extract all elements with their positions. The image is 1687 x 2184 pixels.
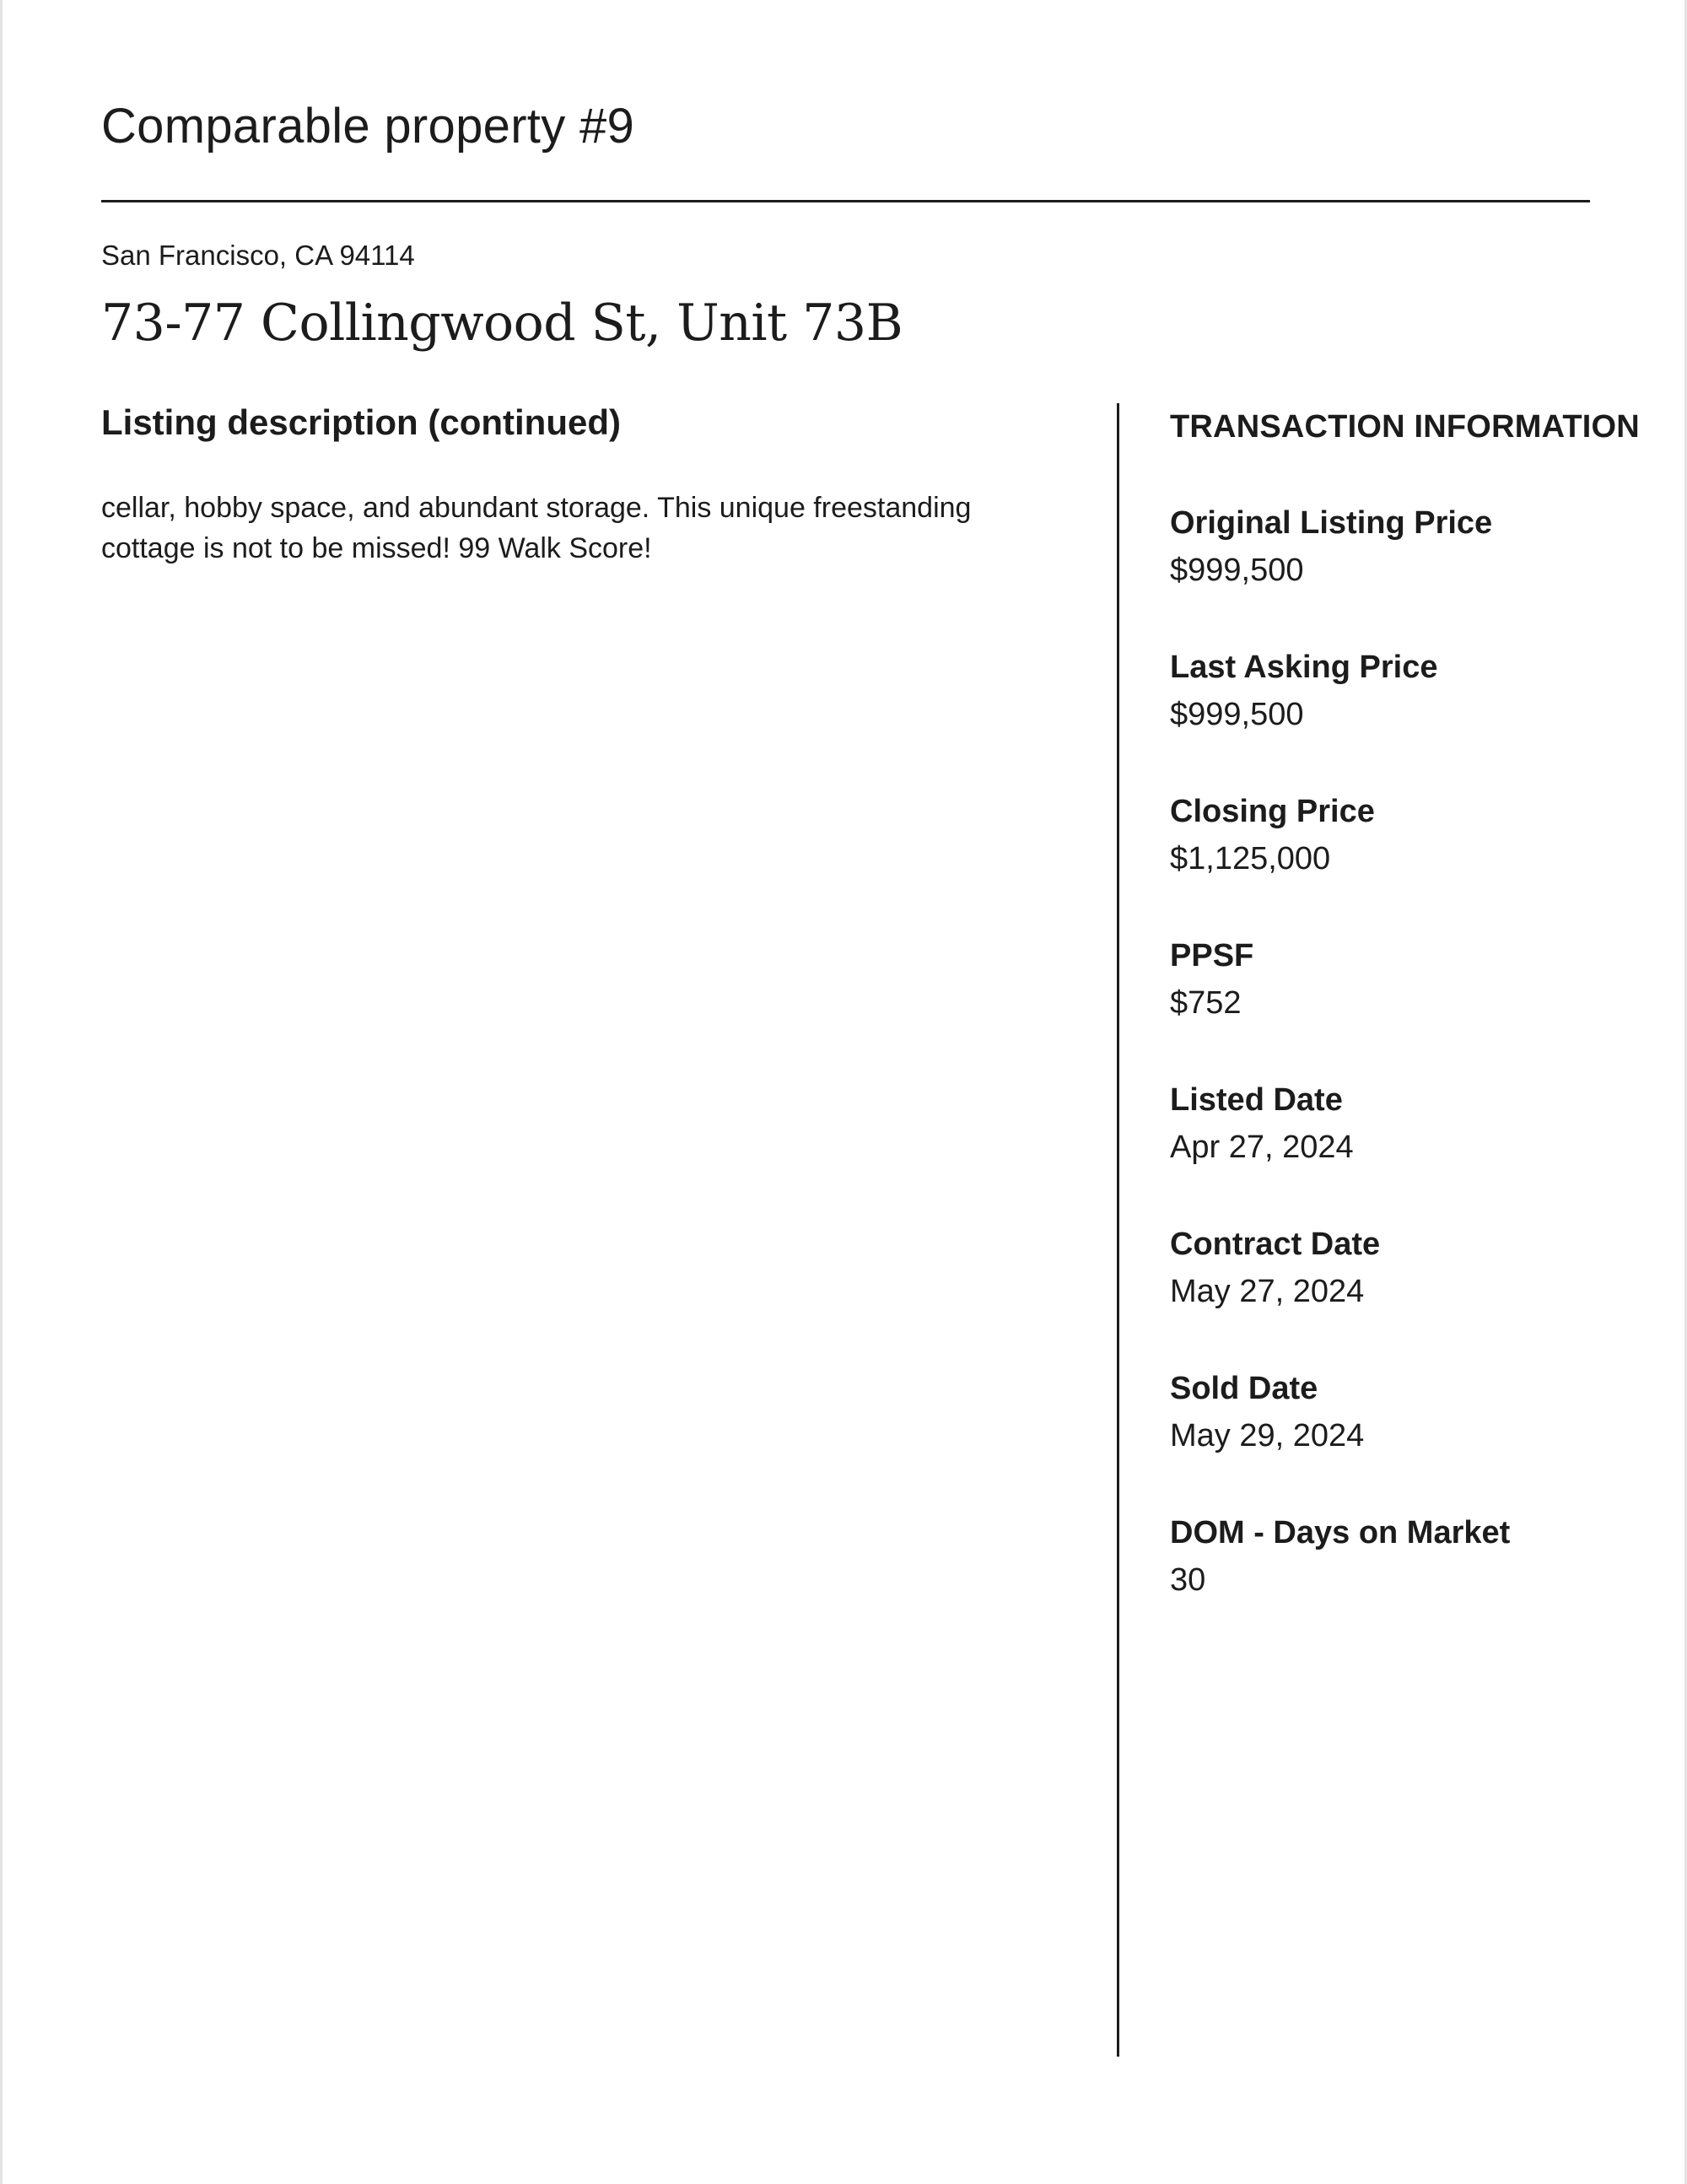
property-street-address: 73-77 Collingwood St, Unit 73B <box>101 294 903 353</box>
field-closing-price <box>1170 788 1642 882</box>
title-divider <box>101 200 1590 202</box>
page-edge-left <box>0 0 3 2184</box>
field-listed-date <box>1170 1076 1642 1171</box>
field-value: $999,500 <box>1170 697 1304 732</box>
field-value: $1,125,000 <box>1170 841 1331 876</box>
listing-description-text: cellar, hobby space, and abundant storage. This unique freestanding cottage is not to be missed! 99 Walk Score! <box>101 492 972 565</box>
transaction-information-panel <box>1170 403 1642 1604</box>
field-sold-date <box>1170 1365 1642 1459</box>
property-city-line: San Francisco, CA 94114 <box>101 240 415 271</box>
field-label: Sold Date <box>1170 1371 1318 1406</box>
field-label: Listed Date <box>1170 1082 1343 1118</box>
transaction-fields <box>1170 499 1642 1604</box>
field-contract-date <box>1170 1221 1642 1315</box>
field-label: Last Asking Price <box>1170 650 1438 685</box>
field-value: $752 <box>1170 985 1242 1021</box>
listing-description-heading: Listing description (continued) <box>101 402 621 442</box>
field-last-asking-price <box>1170 644 1642 738</box>
field-value: May 27, 2024 <box>1170 1274 1365 1309</box>
field-value: Apr 27, 2024 <box>1170 1130 1354 1165</box>
listing-description-section <box>101 402 1029 569</box>
field-original-listing-price <box>1170 499 1642 594</box>
page-title: Comparable property #9 <box>101 99 635 154</box>
field-ppsf <box>1170 932 1642 1027</box>
field-label: PPSF <box>1170 938 1254 973</box>
transaction-information-heading: TRANSACTION INFORMATION <box>1170 409 1640 445</box>
field-label: Original Listing Price <box>1170 505 1493 541</box>
field-value: 30 <box>1170 1562 1206 1598</box>
column-divider <box>1117 403 1119 2057</box>
field-label: DOM - Days on Market <box>1170 1515 1511 1550</box>
field-days-on-market <box>1170 1509 1642 1604</box>
field-value: $999,500 <box>1170 553 1304 588</box>
field-label: Contract Date <box>1170 1227 1381 1262</box>
field-value: May 29, 2024 <box>1170 1418 1365 1453</box>
field-label: Closing Price <box>1170 794 1375 829</box>
